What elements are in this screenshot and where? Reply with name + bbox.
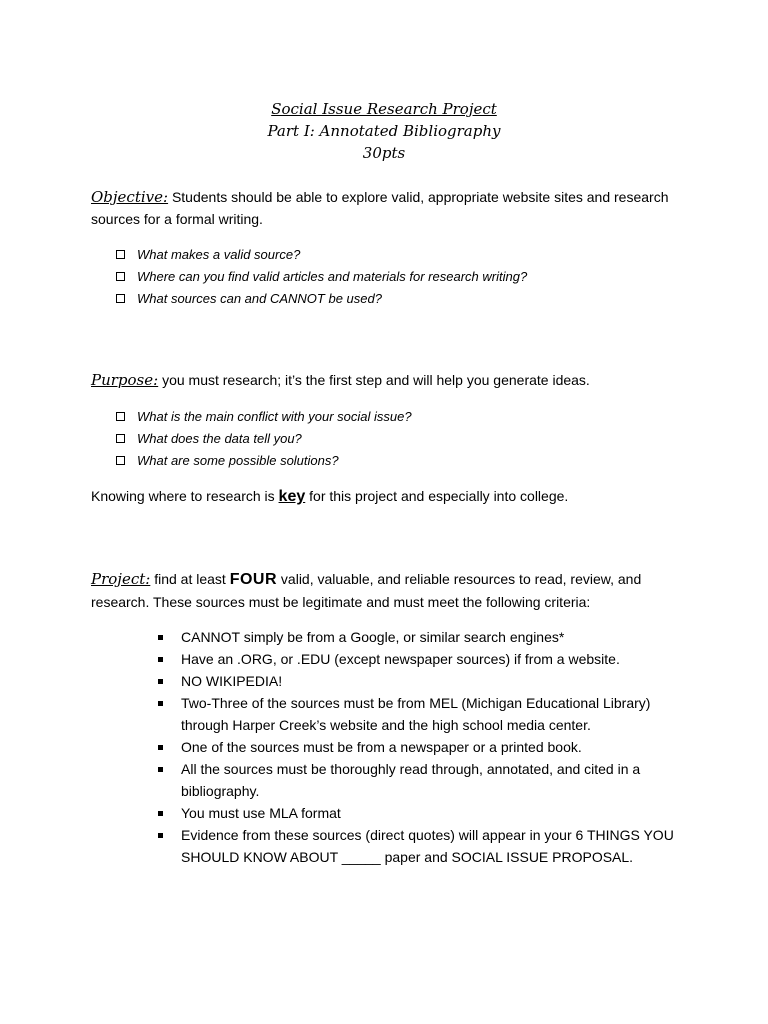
list-item bbox=[158, 802, 688, 824]
question-text: What are some possible solutions? bbox=[137, 452, 339, 468]
criteria-text: Two-Three of the sources must be from MEL (Michigan Educational Library) through Harper Creek’s website and the high school media center. bbox=[181, 695, 651, 733]
list-item bbox=[116, 287, 527, 309]
knowing-text-after: for this project and especially into college. bbox=[305, 488, 569, 504]
list-item bbox=[158, 626, 688, 648]
project-text-before: find at least bbox=[150, 571, 230, 587]
checkbox-icon bbox=[116, 294, 125, 303]
objective-paragraph bbox=[91, 186, 691, 230]
list-item bbox=[158, 824, 688, 868]
question-text: What sources can and CANNOT be used? bbox=[137, 290, 382, 306]
list-item bbox=[158, 648, 688, 670]
list-item bbox=[116, 427, 412, 449]
checkbox-icon bbox=[116, 250, 125, 259]
checkbox-icon bbox=[116, 456, 125, 465]
bullet-icon bbox=[158, 635, 163, 640]
criteria-list bbox=[158, 626, 688, 868]
question-text: What does the data tell you? bbox=[137, 430, 302, 446]
bullet-icon bbox=[158, 701, 163, 706]
bullet-icon bbox=[158, 833, 163, 838]
checkbox-icon bbox=[116, 434, 125, 443]
criteria-text: CANNOT simply be from a Google, or similar search engines* bbox=[181, 629, 565, 645]
criteria-text: Evidence from these sources (direct quotes) will appear in your 6 THINGS YOU SHOULD KNOW ABOUT _____ paper and SOCIAL ISSUE PROPOSAL. bbox=[181, 827, 674, 865]
project-text-after: valid, valuable, and reliable resources to read, review, and research. These sources must be legitimate and must meet the following criteria: bbox=[91, 571, 642, 610]
purpose-questions bbox=[116, 405, 412, 471]
question-text: What is the main conflict with your social issue? bbox=[137, 408, 412, 424]
knowing-text-before: Knowing where to research is bbox=[91, 488, 279, 504]
bullet-icon bbox=[158, 811, 163, 816]
objective-questions bbox=[116, 243, 527, 309]
bullet-icon bbox=[158, 745, 163, 750]
checkbox-icon bbox=[116, 272, 125, 281]
project-paragraph bbox=[91, 568, 661, 613]
four-emphasis: FOUR bbox=[229, 571, 278, 588]
question-text: What makes a valid source? bbox=[137, 246, 301, 262]
criteria-text: NO WIKIPEDIA! bbox=[181, 673, 283, 689]
list-item bbox=[116, 243, 527, 265]
checkbox-icon bbox=[116, 412, 125, 421]
list-item bbox=[158, 692, 688, 736]
document-title: Social Issue Research Project bbox=[271, 100, 497, 118]
list-item bbox=[158, 758, 688, 802]
criteria-text: One of the sources must be from a newspaper or a printed book. bbox=[181, 739, 582, 755]
objective-label: Objective: bbox=[91, 188, 169, 206]
list-item bbox=[116, 449, 412, 471]
key-word: key bbox=[278, 488, 306, 505]
question-text: Where can you find valid articles and materials for research writing? bbox=[137, 268, 528, 284]
document-subtitle: Part I: Annotated Bibliography bbox=[267, 122, 501, 140]
points-value: 30pts bbox=[362, 144, 406, 162]
list-item bbox=[158, 670, 688, 692]
bullet-icon bbox=[158, 657, 163, 662]
criteria-text: All the sources must be thoroughly read through, annotated, and cited in a bibliography. bbox=[181, 761, 641, 799]
criteria-text: You must use MLA format bbox=[181, 805, 341, 821]
list-item bbox=[116, 265, 527, 287]
list-item bbox=[116, 405, 412, 427]
purpose-label: Purpose: bbox=[91, 371, 159, 389]
list-item bbox=[158, 736, 688, 758]
criteria-text: Have an .ORG, or .EDU (except newspaper sources) if from a website. bbox=[181, 651, 620, 667]
purpose-text: you must research; it’s the first step and will help you generate ideas. bbox=[158, 372, 590, 388]
project-label: Project: bbox=[91, 570, 151, 588]
bullet-icon bbox=[158, 767, 163, 772]
purpose-paragraph bbox=[91, 369, 691, 391]
objective-text: Students should be able to explore valid, appropriate website sites and research sources for a formal writing. bbox=[91, 189, 669, 227]
knowing-paragraph bbox=[91, 485, 691, 508]
bullet-icon bbox=[158, 679, 163, 684]
